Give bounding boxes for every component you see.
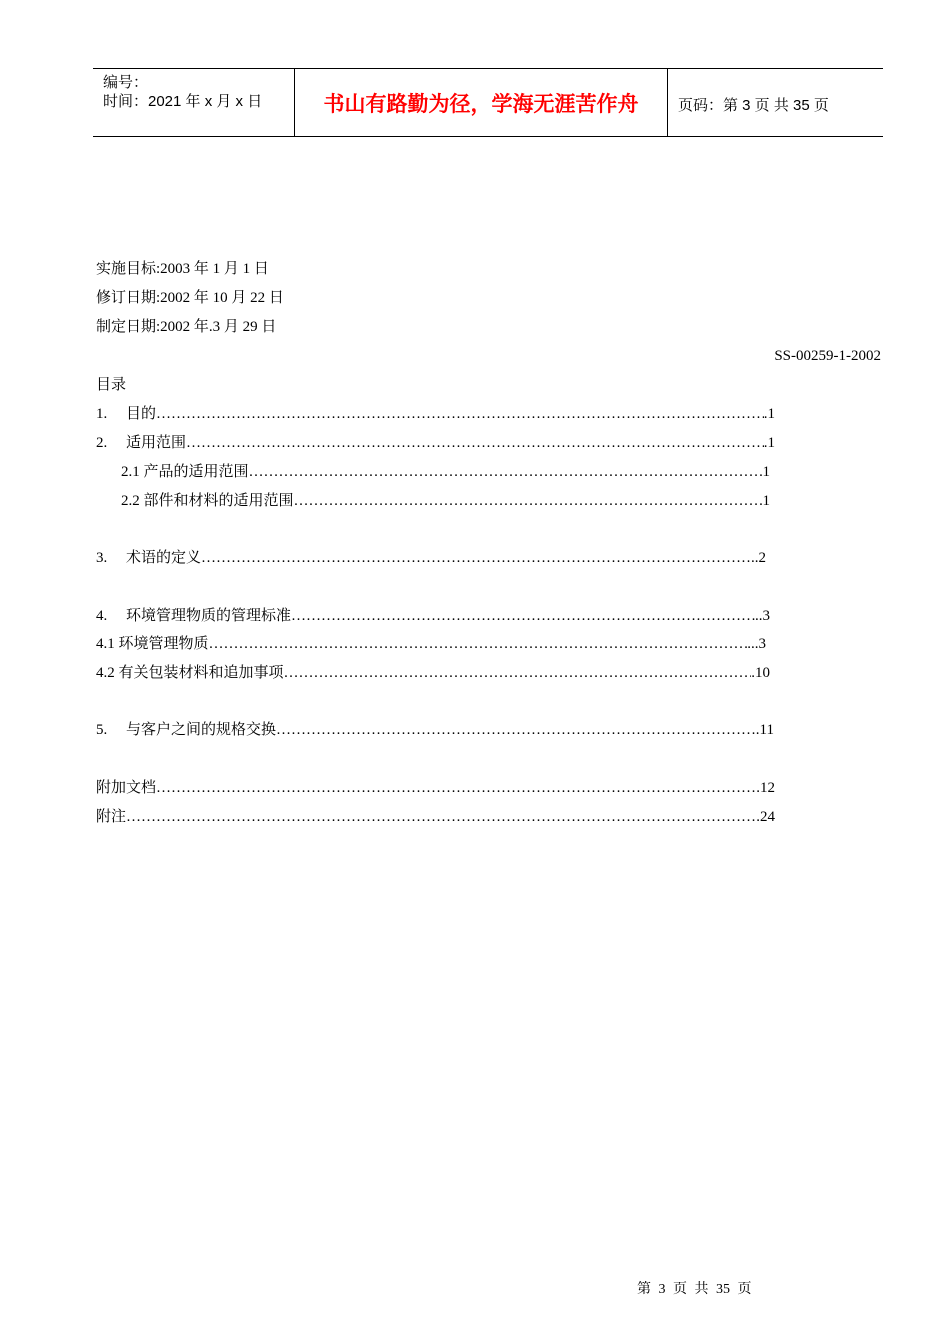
toc-entry[interactable] (96, 664, 770, 682)
page-footer: 第 3 页 共 35 页 (637, 1282, 752, 1297)
document-number: SS-00259-1-2002 (774, 348, 881, 364)
toc-entry-page: .11 (755, 722, 774, 738)
toc-entry[interactable] (96, 434, 775, 452)
toc-entry-page: .1 (763, 435, 775, 451)
toc-entry-text: 与客户之间的规格交换 (126, 722, 277, 738)
toc-leader (249, 463, 763, 481)
revise-date: 修订日期:2002 年 10 月 22 日 (96, 290, 284, 306)
toc-leader (276, 721, 756, 739)
toc-leader (186, 434, 764, 452)
toc-entry-page: 1 (762, 493, 770, 509)
toc-entry-page: ...3 (747, 636, 766, 652)
header-info-cell (93, 69, 295, 136)
toc-leader (294, 492, 763, 510)
establish-date: 制定日期:2002 年.3 月 29 日 (96, 319, 277, 335)
toc-entry-number: 2. (96, 435, 108, 451)
time-label: 时间：2021 年 x 月 x 日 (103, 93, 263, 110)
toc-entry-text: 环境管理物质的管理标准 (126, 608, 292, 624)
toc-entry-text: 2.2 部件和材料的适用范围 (121, 493, 294, 509)
toc-leader (284, 664, 752, 682)
toc-entry[interactable] (121, 463, 770, 481)
toc-title: 目录 (96, 377, 127, 393)
toc-leader (291, 607, 755, 625)
toc-entry-page: 1 (762, 464, 770, 480)
toc-entry[interactable] (96, 405, 775, 423)
toc-leader (156, 405, 764, 423)
header-page-info: 页码：第 3 页 共 35 页 (678, 97, 829, 114)
toc-leader (156, 779, 756, 797)
toc-entry-text: 4.2 有关包装材料和追加事项 (96, 665, 284, 681)
toc-leader (201, 549, 751, 567)
toc-entry-text: 术语的定义 (126, 550, 202, 566)
toc-entry[interactable] (96, 721, 774, 739)
toc-entry[interactable] (96, 549, 766, 567)
header-motto: 书山有路勤为径，学海无涯苦作舟 (295, 69, 668, 136)
toc-entry[interactable] (121, 492, 770, 510)
toc-entry-text: 目的 (126, 406, 157, 422)
toc-entry[interactable] (96, 808, 775, 826)
toc-entry-text: 4.1 环境管理物质 (96, 636, 209, 652)
toc-entry-page: .1 (763, 406, 775, 422)
toc-leader (209, 635, 748, 653)
toc-entry-text: 附注 (96, 809, 127, 825)
toc-entry-number: 4. (96, 608, 108, 624)
toc-entry-page: ..3 (755, 608, 770, 624)
toc-entry[interactable] (96, 779, 775, 797)
toc-leader (126, 808, 756, 826)
toc-entry-text: 附加文档 (96, 780, 157, 796)
toc-entry-number: 1. (96, 406, 108, 422)
toc-entry-number: 3. (96, 550, 108, 566)
document-header (93, 68, 883, 137)
toc-entry-page: ..2 (751, 550, 766, 566)
implement-date: 实施目标:2003 年 1 月 1 日 (96, 261, 269, 277)
toc-entry-page: .10 (751, 665, 770, 681)
toc-entry[interactable] (96, 607, 770, 625)
toc-entry[interactable] (96, 635, 766, 653)
code-label: 编号： (103, 74, 149, 91)
toc-entry-text: 适用范围 (126, 435, 187, 451)
toc-entry-text: 2.1 产品的适用范围 (121, 464, 249, 480)
toc-entry-page: .12 (756, 780, 775, 796)
toc-entry-page: .24 (756, 809, 775, 825)
toc-entry-number: 5. (96, 722, 108, 738)
